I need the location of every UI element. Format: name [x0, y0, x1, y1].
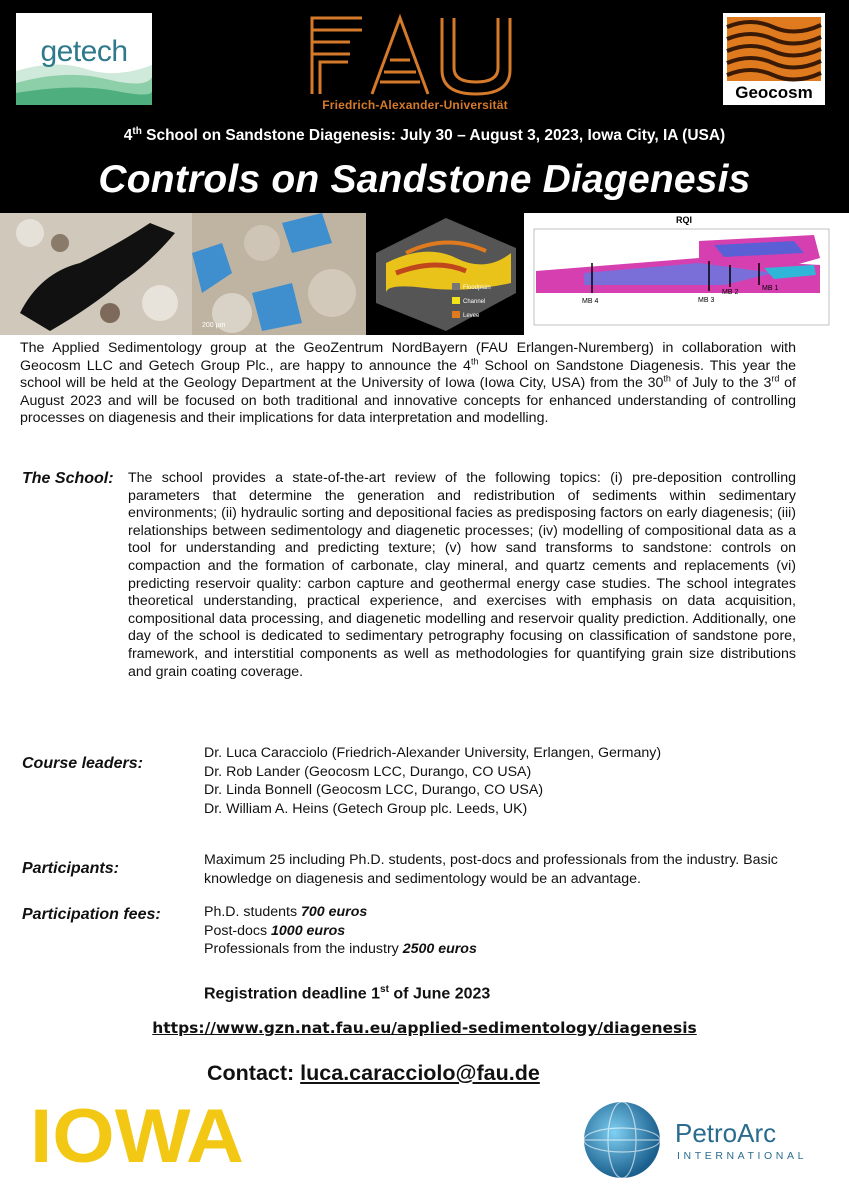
participants-label: Participants: [22, 860, 119, 877]
course-leaders-list [204, 744, 661, 818]
legend-swatch-floodplain [452, 283, 460, 290]
legend-channel: Channel [463, 299, 486, 305]
fees-label: Participation fees: [22, 906, 161, 923]
fees-list [204, 903, 477, 959]
iowa-wordmark: IOWA [30, 1100, 244, 1168]
page-title: Controls on Sandstone Diagenesis [98, 158, 751, 201]
school-label: The School: [22, 470, 114, 487]
petroarc-logo [580, 1098, 810, 1180]
marker-mb4: MB 4 [582, 298, 599, 305]
registration-deadline: Registration deadline 1st of June 2023 [204, 984, 491, 1003]
thin-section-image-2 [192, 213, 366, 335]
figure-strip [0, 213, 849, 335]
geocosm-logo [723, 13, 825, 105]
geocosm-wordmark: Geocosm [735, 83, 813, 102]
legend-swatch-channel [452, 297, 460, 304]
website-link[interactable]: https://www.gzn.nat.fau.eu/applied-sedimentology/diagenesis [152, 1019, 697, 1037]
announcement-line: 4th School on Sandstone Diagenesis: July 30 – August 3, 2023, Iowa City, IA (USA) [123, 126, 726, 145]
course-leaders-label: Course leaders: [22, 755, 143, 772]
legend-swatch-levee [452, 311, 460, 318]
fee-item: Post-docs 1000 euros [204, 922, 346, 939]
intro-paragraph: The Applied Sedimentology group at the GeoZentrum NordBayern (FAU Erlangen-Nuremberg) in collaboration with Geocosm LLC and Getech Group Plc., are happy to announce the 4th School on Sandstone Diagenesis. This year the school will be held at the Geology Department at the University of Iowa (Iowa City, USA) from the 30th of July to the 3rd of August 2023 and will be focused on both traditional and innovative concepts for enhanced understanding of controlling processes on diagenesis and their implications for data interpretation and modelling. [20, 340, 797, 427]
rqi-cross-section-image [524, 213, 849, 335]
legend-levee: Levee [463, 313, 480, 319]
leader-item: Dr. Luca Caracciolo (Friedrich-Alexander University, Erlangen, Germany) [204, 745, 662, 761]
participants-text: Maximum 25 including Ph.D. students, post-docs and professionals from the industry. Basic knowledge on diagenesis and sedimentology would be an advantage. [204, 852, 778, 887]
fau-subtitle: Friedrich-Alexander-Universität [322, 98, 508, 112]
leader-item: Dr. Rob Lander (Geocosm LCC, Durango, CO USA) [204, 763, 532, 780]
fau-letters-icon [300, 10, 530, 98]
fee-item: Professionals from the industry 2500 euros [204, 941, 477, 958]
petroarc-tagline: INTERNATIONAL [677, 1150, 808, 1162]
fau-logo [300, 10, 530, 114]
contact-email-link[interactable]: luca.caracciolo@fau.de [300, 1061, 540, 1085]
marker-mb1: MB 1 [762, 285, 779, 292]
getech-wordmark: getech [40, 35, 128, 68]
marker-mb3: MB 3 [698, 297, 715, 304]
iowa-logo [30, 1100, 246, 1168]
school-description: The school provides a state-of-the-art review of the following topics: (i) pre-deposition controlling parameters that determine the generation and redistribution of sediments within sedimentary environments; (ii) hydraulic sorting and depositional facies as predisposing factors on early diagenesis; (iii) relationships between sedimentology and diagenetic processes; (iv) modelling of compositional data as a tool for understanding and predicting texture; (v) how sand transforms to sandstone: controls on compaction and the formation of carbonate, clay mineral, and quartz cements and replacements (vi) predicting reservoir quality: carbon capture and geothermal energy case studies. The school integrates theoretical understanding, practical experience, and exercises with emphasis on data acquisition, compositional data processing, and diagenetic modelling and reservoir quality prediction. Additionally, one day of the school is dedicated to sedimentary petrography focusing on classification of sandstone pore, framework, and interstitial components as well as methodologies for quantifying grain size distributions and grain coating coverage. [128, 470, 796, 680]
fee-item: Ph.D. students 700 euros [204, 904, 368, 920]
leader-item: Dr. Linda Bonnell (Geocosm LCC, Durango, CO USA) [204, 782, 544, 799]
legend-floodplain: Floodplain [463, 285, 491, 291]
petroarc-globe-icon [580, 1098, 666, 1180]
3d-facies-model-image [366, 213, 524, 335]
marker-mb2: MB 2 [722, 289, 739, 296]
thin-section-image-1 [0, 213, 192, 335]
contact-line: Contact: luca.caracciolo@fau.de [207, 1061, 540, 1085]
petroarc-wordmark: PetroArc [675, 1118, 777, 1148]
scale-bar-label: 200 µm [202, 322, 226, 329]
getech-logo [16, 13, 152, 105]
header-banner [0, 0, 849, 213]
geocosm-waves-icon [723, 13, 825, 83]
rqi-title: RQI [676, 215, 693, 225]
leader-item: Dr. William A. Heins (Getech Group plc. Leeds, UK) [204, 800, 528, 817]
